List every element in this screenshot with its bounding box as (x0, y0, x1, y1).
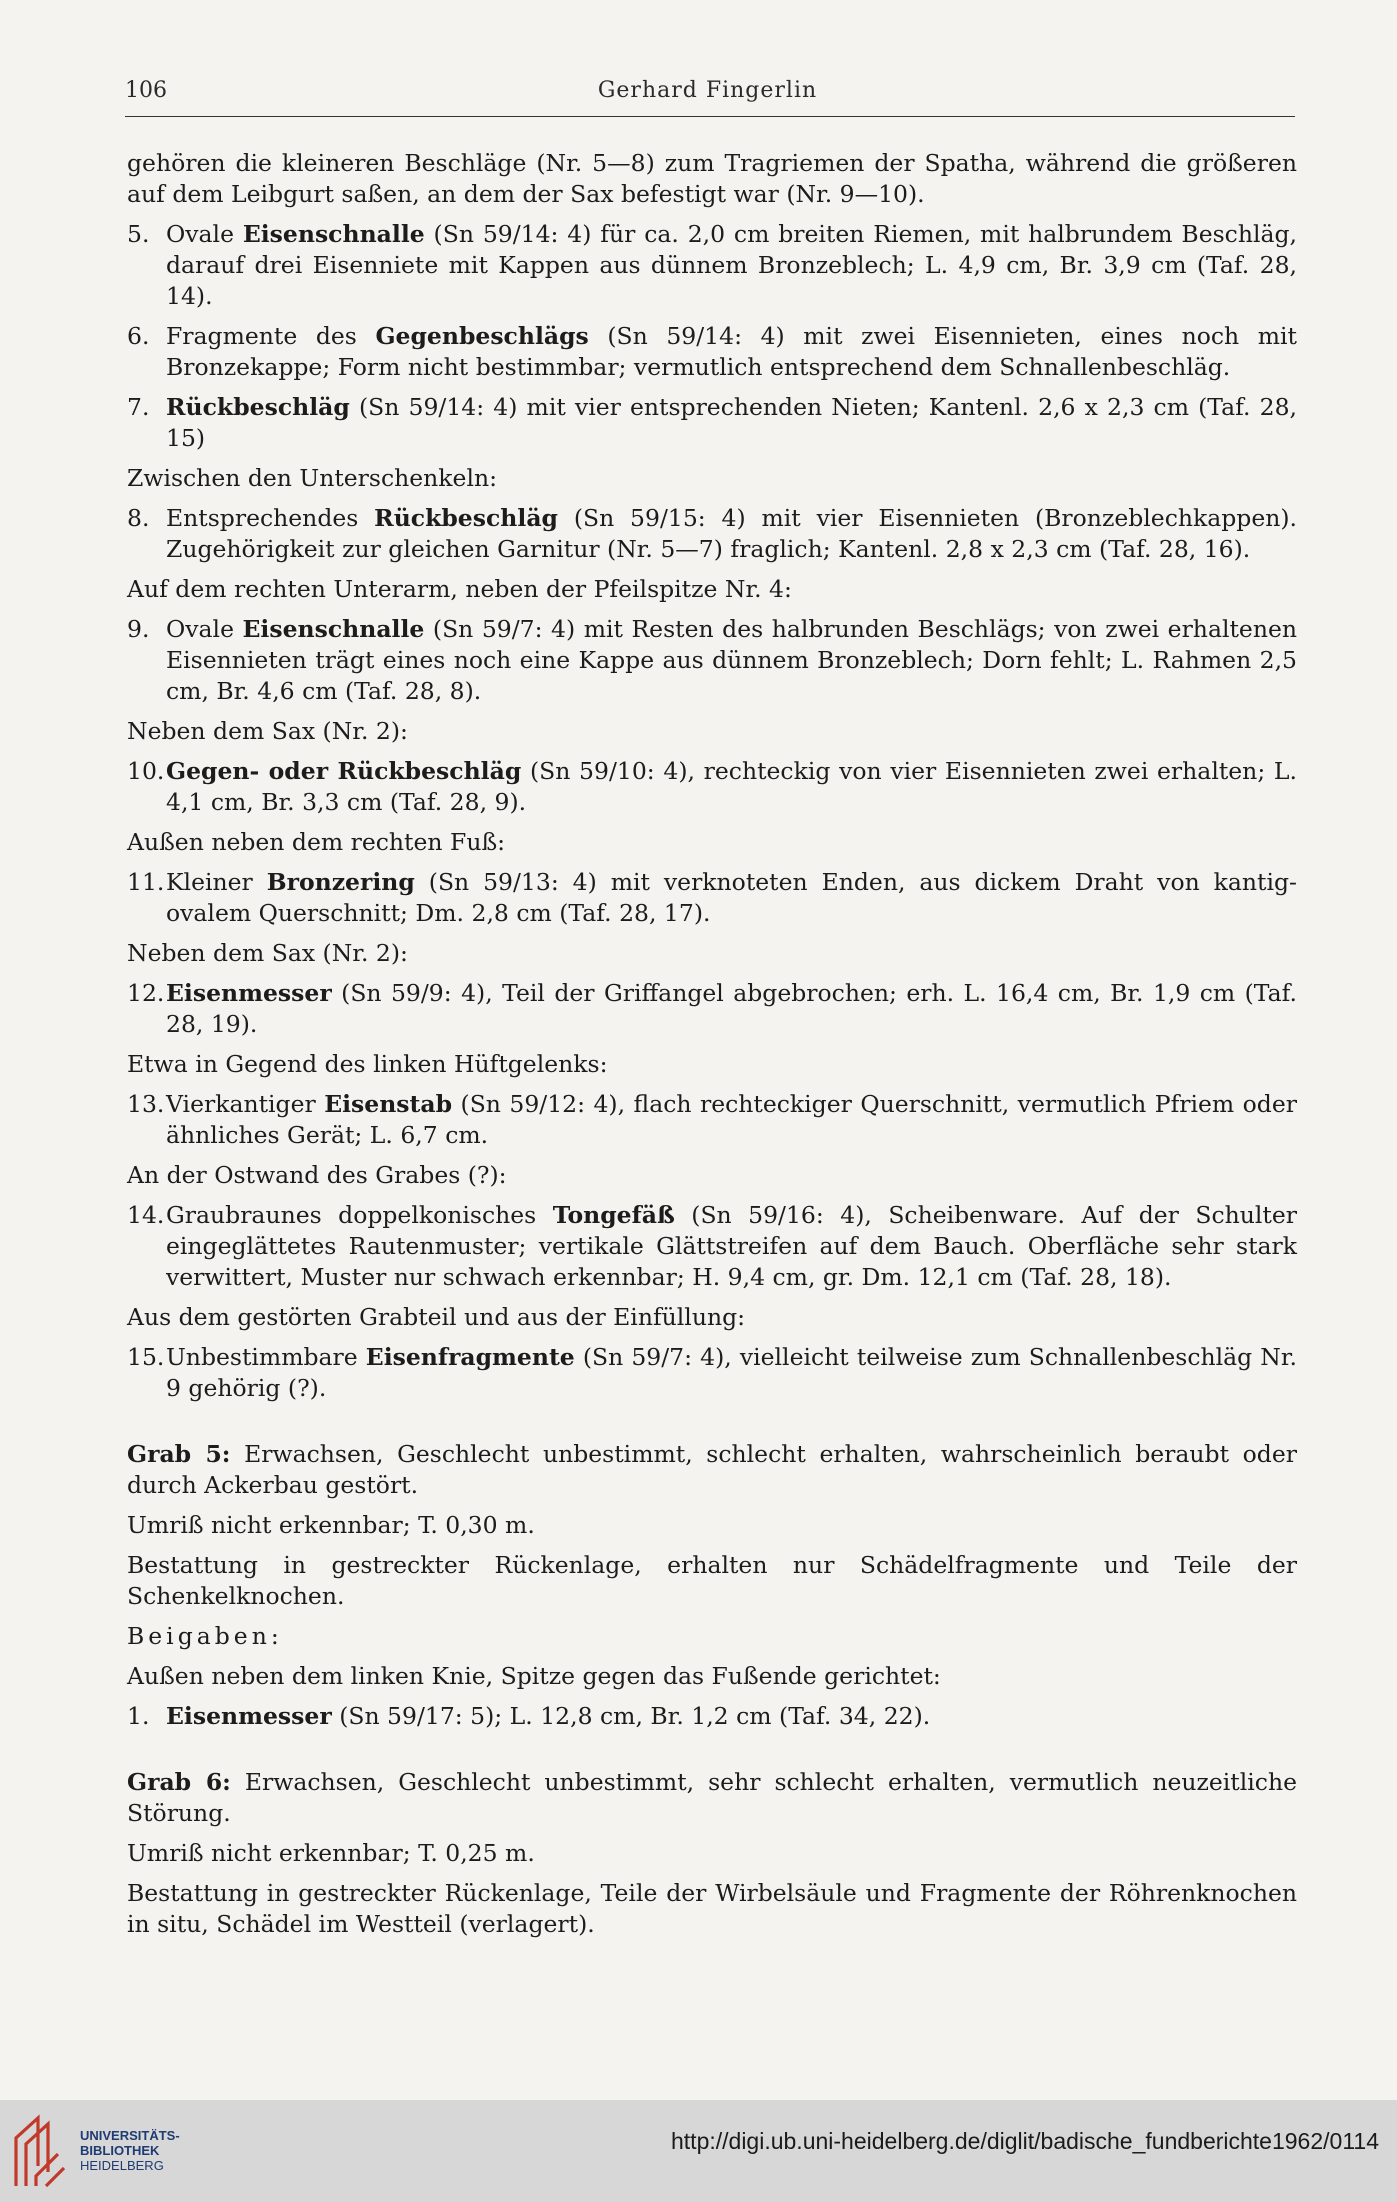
paragraph: Umriß nicht erkennbar; T. 0,30 m. (127, 1511, 535, 1539)
item-number: 6. (127, 322, 150, 350)
item-text-post: (Sn 59/12: 4), flach rechteckiger Querschnitt, vermutlich Pfriem oder ähnliches Gerät; L. 6,7 cm. (166, 1090, 1297, 1149)
item-keyword: Rückbeschläg (374, 504, 558, 532)
footer-bar (0, 2100, 1397, 2202)
item-number: 12. (127, 979, 165, 1007)
catalog-item (127, 867, 1297, 929)
location-heading: Etwa in Gegend des linken Hüftgelenks: (127, 1050, 608, 1078)
running-head-author: Gerhard Fingerlin (597, 78, 818, 103)
location-heading: Neben dem Sax (Nr. 2): (127, 717, 408, 745)
item-number: 8. (127, 504, 150, 532)
catalog-item (127, 756, 1297, 818)
item-text-pre: Vierkantiger (166, 1090, 325, 1118)
catalog-item (127, 1200, 1297, 1293)
section-gap (127, 1413, 1297, 1439)
grave-heading (127, 1767, 1297, 1829)
item-text-post: (Sn 59/13: 4) mit verknoteten Enden, aus dickem Draht von kantig-ovalem Querschnitt; Dm. 2,8 cm (Taf. 28, 17). (166, 868, 1297, 927)
source-url-link[interactable]: http://digi.ub.uni-heidelberg.de/diglit/badische_fundberichte1962/0114 (671, 2128, 1379, 2154)
item-number: 10. (127, 757, 165, 785)
item-keyword: Eisenstab (324, 1090, 453, 1118)
library-line-1: UNIVERSITÄTS- (80, 2128, 180, 2143)
item-number: 5. (127, 220, 150, 248)
item-keyword: Eisenschnalle (242, 220, 425, 248)
item-text-pre: Kleiner (166, 868, 267, 896)
item-text-post: (Sn 59/9: 4), Teil der Griffangel abgebrochen; erh. L. 16,4 cm, Br. 1,9 cm (Taf. 28, 19). (166, 979, 1297, 1038)
item-text-pre: Entsprechendes (166, 504, 375, 532)
item-keyword: Eisenmesser (166, 979, 332, 1007)
item-text-post: (Sn 59/14: 4) mit zwei Eisennieten, eines noch mit Bronzekappe; Form nicht bestimmbar; vermutlich entsprechend dem Schnallenbeschläg. (166, 322, 1297, 381)
catalog-item (127, 1701, 1297, 1732)
paragraph: gehören die kleineren Beschläge (Nr. 5—8) zum Tragriemen der Spatha, während die größeren auf dem Leibgurt saßen, an dem der Sax befestigt war (Nr. 9—10). (127, 149, 1297, 208)
item-keyword: Gegenbeschlägs (375, 322, 589, 350)
header-rule (125, 116, 1295, 117)
item-keyword: Eisenschnalle (242, 615, 425, 643)
item-text-post: (Sn 59/7: 4), vielleicht teilweise zum Schnallenbeschläg Nr. 9 gehörig (?). (166, 1343, 1297, 1402)
section-gap (127, 1741, 1297, 1767)
item-text-post: (Sn 59/16: 4), Scheibenware. Auf der Schulter eingeglättetes Rautenmuster; vertikale Glättstreifen auf dem Bauch. Oberfläche sehr stark verwittert, Muster nur schwach erkennbar; H. 9,4 cm, gr. Dm. 12,1 cm (Taf. 28, 18). (166, 1201, 1297, 1291)
item-number: 13. (127, 1090, 165, 1118)
item-number: 1. (127, 1702, 150, 1730)
item-text-pre: Unbestimmbare (166, 1343, 366, 1371)
catalog-item (127, 219, 1297, 312)
catalog-item (127, 392, 1297, 454)
catalog-item (127, 978, 1297, 1040)
grave-description: Erwachsen, Geschlecht unbestimmt, sehr schlecht erhalten, vermutlich neuzeitliche Störung. (127, 1768, 1297, 1827)
location-heading: Außen neben dem linken Knie, Spitze gegen das Fußende gerichtet: (127, 1662, 941, 1690)
item-text-post: (Sn 59/10: 4), rechteckig von vier Eisennieten zwei erhalten; L. 4,1 cm, Br. 3,3 cm (Taf. 28, 9). (166, 757, 1297, 816)
grave-description: Erwachsen, Geschlecht unbestimmt, schlecht erhalten, wahrscheinlich beraubt oder durch Ackerbau gestört. (127, 1440, 1297, 1499)
item-keyword: Bronzering (266, 868, 415, 896)
grave-goods-heading: Beigaben: (127, 1622, 283, 1650)
item-text-pre: Ovale (166, 615, 243, 643)
item-text-pre: Ovale (166, 220, 243, 248)
item-keyword: Gegen- oder Rückbeschläg (166, 757, 522, 785)
item-number: 14. (127, 1201, 165, 1229)
item-text-post: (Sn 59/15: 4) mit vier Eisennieten (Bronzeblechkappen). Zugehörigkeit zur gleichen Garnitur (Nr. 5—7) fraglich; Kantenl. 2,8 x 2,3 cm (Taf. 28, 16). (166, 504, 1298, 563)
item-number: 7. (127, 393, 150, 421)
item-text-pre: Fragmente des (166, 322, 376, 350)
item-keyword: Eisenmesser (166, 1702, 332, 1730)
grave-label: Grab 5: (127, 1440, 231, 1468)
item-text-post: (Sn 59/14: 4) mit vier entsprechenden Nieten; Kantenl. 2,6 x 2,3 cm (Taf. 28, 15) (166, 393, 1297, 452)
item-text-post: (Sn 59/17: 5); L. 12,8 cm, Br. 1,2 cm (Taf. 34, 22). (331, 1702, 931, 1730)
location-heading: Auf dem rechten Unterarm, neben der Pfeilspitze Nr. 4: (127, 575, 792, 603)
item-text-post: (Sn 59/14: 4) für ca. 2,0 cm breiten Riemen, mit halbrundem Beschläg, darauf drei Eisenniete mit Kappen aus dünnem Bronzeblech; L. 4,9 cm, Br. 3,9 cm (Taf. 28, 14). (166, 220, 1298, 310)
catalog-item (127, 1342, 1297, 1404)
location-heading: Außen neben dem rechten Fuß: (127, 828, 506, 856)
item-keyword: Eisenfragmente (365, 1343, 575, 1371)
item-text-post: (Sn 59/7: 4) mit Resten des halbrunden Beschlägs; von zwei erhaltenen Eisennieten trägt eines noch eine Kappe aus dünnem Bronzeblech; Dorn fehlt; L. Rahmen 2,5 cm, Br. 4,6 cm (Taf. 28, 8). (166, 615, 1297, 705)
item-number: 15. (127, 1343, 165, 1371)
location-heading: Zwischen den Unterschenkeln: (127, 464, 498, 492)
ub-heidelberg-logo-icon (12, 2114, 68, 2190)
paragraph: Umriß nicht erkennbar; T. 0,25 m. (127, 1839, 535, 1867)
item-number: 11. (127, 868, 165, 896)
paragraph: Bestattung in gestreckter Rückenlage, Teile der Wirbelsäule und Fragmente der Röhrenknochen in situ, Schädel im Westteil (verlagert). (127, 1879, 1297, 1938)
library-line-3: HEIDELBERG (80, 2158, 164, 2173)
catalog-item (127, 614, 1297, 707)
grave-label: Grab 6: (127, 1768, 231, 1796)
grave-heading (127, 1439, 1297, 1501)
page-number: 106 (125, 78, 167, 103)
location-heading: Aus dem gestörten Grabteil und aus der Einfüllung: (127, 1303, 746, 1331)
location-heading: An der Ostwand des Grabes (?): (127, 1161, 507, 1189)
catalog-item (127, 503, 1297, 565)
page-body (127, 148, 1297, 1949)
item-keyword: Tongefäß (552, 1201, 675, 1229)
running-head (125, 74, 1290, 110)
location-heading: Neben dem Sax (Nr. 2): (127, 939, 408, 967)
item-number: 9. (127, 615, 150, 643)
catalog-item (127, 321, 1297, 383)
library-name (80, 2128, 180, 2173)
paragraph: Bestattung in gestreckter Rückenlage, erhalten nur Schädelfragmente und Teile der Schenkelknochen. (127, 1551, 1297, 1610)
catalog-item (127, 1089, 1297, 1151)
item-keyword: Rückbeschläg (166, 393, 350, 421)
library-line-2: BIBLIOTHEK (80, 2143, 160, 2158)
item-text-pre: Graubraunes doppelkonisches (166, 1201, 553, 1229)
